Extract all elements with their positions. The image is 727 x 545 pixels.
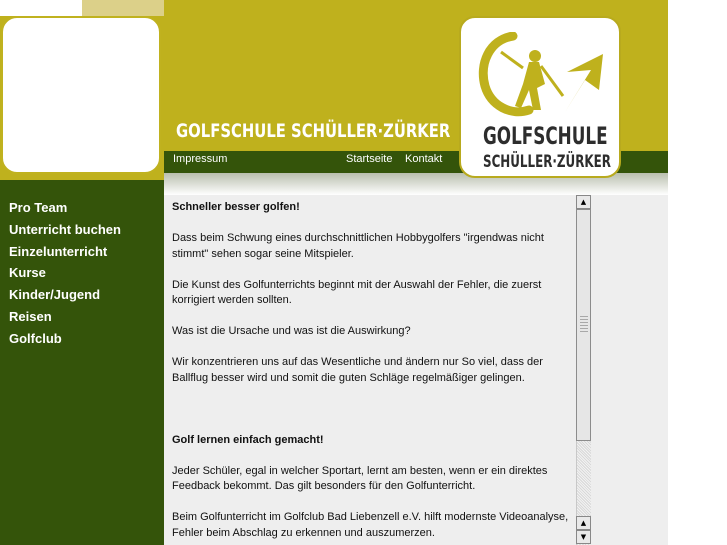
content-text (172, 200, 570, 545)
scrollbar-thumb[interactable] (576, 209, 591, 441)
sidebar-item-kinder-jugend[interactable]: Kinder/Jugend (9, 287, 101, 303)
paragraph: Jeder Schüler, egal in welcher Sportart, lernt am besten, wenn er ein direktes Feedback bekommt. Das gilt besonders für den Golfunterricht. (172, 464, 548, 492)
right-margin (668, 0, 727, 545)
scroll-down-icon[interactable]: ▼ (576, 530, 591, 544)
sidebar-item-reisen[interactable]: Reisen (9, 308, 52, 324)
sidebar-item-pro-team[interactable]: Pro Team (9, 200, 68, 215)
impressum-link[interactable]: Impressum (173, 153, 228, 165)
sidebar-item-einzelunterricht[interactable]: Einzelunterricht (9, 243, 108, 259)
paragraph: Die Kunst des Golfunterrichts beginnt mit der Auswahl der Fehler, die zuerst korrigiert werden sollten. (172, 278, 542, 306)
logo-line2: SCHÜLLER·ZÜRKER (483, 152, 611, 172)
paragraph: Beim Golfunterricht im Golfclub Bad Liebenzell e.V. hilft modernste Videoanalyse, Fehler beim Abschlag zu erkennen und auszumerzen. (172, 511, 569, 539)
brand-title: GOLFSCHULE SCHÜLLER·ZÜRKER (176, 120, 451, 142)
left-top-accent (82, 0, 164, 16)
content-panel (164, 195, 668, 545)
scroll-up-icon[interactable]: ▲ (576, 195, 591, 209)
sidebar-nav (9, 197, 121, 350)
sidebar-item-unterricht-buchen[interactable]: Unterricht buchen (9, 221, 121, 237)
golfer-logo-icon (471, 32, 611, 122)
heading-golf-lernen: Golf lernen einfach gemacht! (172, 433, 324, 446)
kontakt-link[interactable]: Kontakt (405, 153, 443, 165)
logo-line1: GOLFSCHULE (483, 122, 608, 150)
scroll-up-icon-lower[interactable]: ▲ (576, 516, 591, 530)
content-scrollbar[interactable] (576, 195, 591, 545)
left-image-box (1, 16, 161, 174)
sidebar-item-kurse[interactable]: Kurse (9, 265, 46, 281)
heading-schneller-besser: Schneller besser golfen! (172, 201, 300, 213)
scrollbar-grip (580, 316, 588, 332)
paragraph: Wir konzentrieren uns auf das Wesentliche und ändern nur So viel, dass der Ballflug besser wird und somit die guten Schläge regelmäßiger gelingen. (172, 356, 543, 384)
left-top-strip (0, 0, 82, 16)
logo[interactable] (459, 16, 621, 178)
spacer (172, 402, 570, 433)
paragraph: Was ist die Ursache und was ist die Auswirkung? (172, 325, 411, 337)
paragraph: Dass beim Schwung eines durchschnittlichen Hobbygolfers "irgendwas nicht stimmt" sehen sogar seine Mitspieler. (172, 232, 544, 260)
sidebar-item-golfclub[interactable]: Golfclub (9, 330, 62, 346)
startseite-link[interactable]: Startseite (346, 153, 393, 165)
